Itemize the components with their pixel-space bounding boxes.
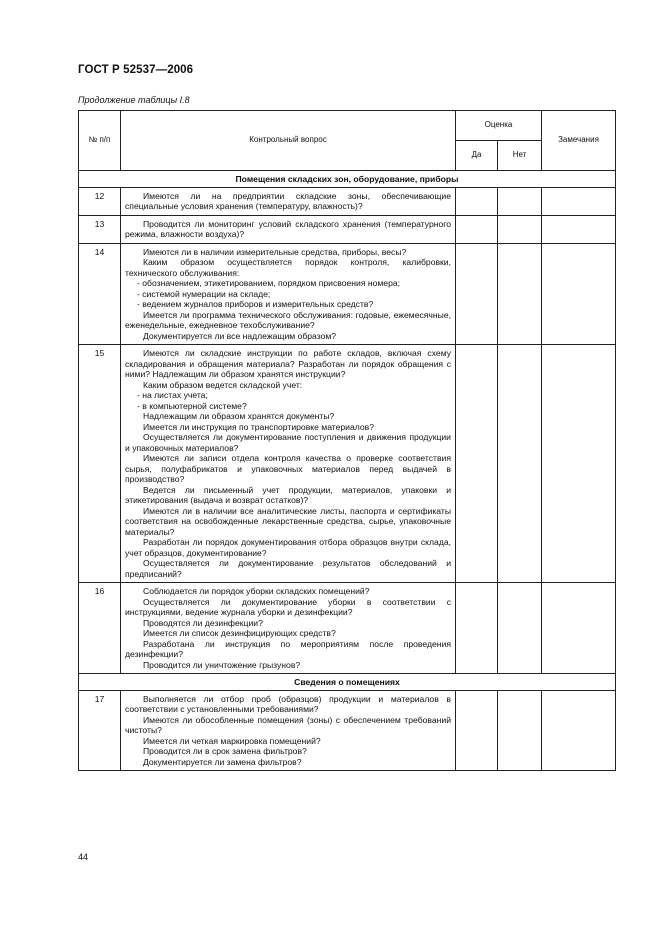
page-number: 44 bbox=[78, 852, 89, 862]
question-cell bbox=[121, 243, 456, 345]
question-line: Имеется ли инструкция по транспортировке материалов? bbox=[143, 421, 374, 432]
question-cell bbox=[121, 345, 456, 583]
question-line: - на листах учета; bbox=[137, 390, 208, 400]
question-line: Ведется ли письменный учет продукции, материалов, упаковки и этикетирования (выдача и возврат остатков)? bbox=[125, 484, 451, 505]
header-remarks: Замечания bbox=[542, 111, 616, 171]
header-rating: Оценка bbox=[456, 111, 542, 141]
question-line: Осуществляется ли документирование результатов обследований и предписаний? bbox=[125, 558, 451, 579]
row-number: 17 bbox=[79, 690, 121, 771]
question-line: Выполняется ли отбор проб (образцов) продукции и материалов в соответствии с установленными требованиями? bbox=[125, 693, 451, 714]
question-line: Проводится ли мониторинг условий складского хранения (температурного режима, влажности воздуха)? bbox=[125, 218, 451, 239]
no-cell bbox=[498, 243, 542, 345]
table-row bbox=[79, 187, 616, 215]
row-number: 14 bbox=[79, 243, 121, 345]
section-row bbox=[79, 171, 616, 188]
question-line: Соблюдается ли порядок уборки складских помещений? bbox=[143, 586, 370, 596]
question-line: Имеется ли список дезинфицирующих средств? bbox=[143, 628, 336, 638]
table-row bbox=[79, 583, 616, 674]
section-row bbox=[79, 674, 616, 691]
question-line: Имеются ли обособленные помещения (зоны) с обеспечением требований чистоты? bbox=[125, 714, 451, 735]
table-row bbox=[79, 243, 616, 345]
header-yes: Да bbox=[456, 141, 498, 171]
question-line: Имеются ли в наличии все аналитические листы, паспорта и сертификаты соответствия на освобожденные лекарственные средства, сырье, упаковочные материалы? bbox=[125, 505, 451, 537]
row-number: 13 bbox=[79, 215, 121, 243]
question-line: Имеются ли на предприятии складские зоны, обеспечивающие специальные условия хранения (температуру, влажность)? bbox=[125, 190, 451, 211]
question-line: Каким образом осуществляется порядок контроля, калибровки, технического обслуживания: bbox=[125, 257, 451, 278]
question-cell bbox=[121, 215, 456, 243]
yes-cell bbox=[456, 215, 498, 243]
row-number: 12 bbox=[79, 187, 121, 215]
remarks-cell bbox=[542, 243, 616, 345]
question-line: Осуществляется ли документирование уборки в соответствии с инструкциями, ведение журнала уборки и дезинфекции? bbox=[125, 596, 451, 617]
question-line: - в компьютерной системе? bbox=[137, 400, 247, 411]
question-line: Документируется ли все надлежащим образом? bbox=[143, 330, 337, 341]
yes-cell bbox=[456, 243, 498, 345]
remarks-cell bbox=[542, 345, 616, 583]
question-line: Проводится ли уничтожение грызунов? bbox=[143, 659, 301, 670]
remarks-cell bbox=[542, 583, 616, 674]
question-line: Имеется ли программа технического обслуживания: годовые, ежемесячные, еженедельные, ежедневное техобслуживание? bbox=[125, 309, 451, 330]
remarks-cell bbox=[542, 187, 616, 215]
no-cell bbox=[498, 215, 542, 243]
question-cell bbox=[121, 690, 456, 771]
section-title: Сведения о помещениях bbox=[79, 674, 616, 691]
table-caption: Продолжение таблицы I.8 bbox=[78, 95, 190, 105]
header-question: Контрольный вопрос bbox=[121, 111, 456, 171]
no-cell bbox=[498, 583, 542, 674]
question-line: - системой нумерации на складе; bbox=[137, 288, 271, 299]
question-cell bbox=[121, 187, 456, 215]
question-line: Документируется ли замена фильтров? bbox=[143, 756, 302, 767]
table-body bbox=[79, 171, 616, 771]
question-line: Имеются ли в наличии измерительные средства, приборы, весы? bbox=[143, 246, 407, 257]
no-cell bbox=[498, 690, 542, 771]
question-line: - обозначением, этикетированием, порядком присвоения номера; bbox=[137, 278, 401, 288]
question-line: Имеются ли записи отдела контроля качества о проверке соответствия сырья, полуфабрикатов и упаковочных материалов перед выдачей в производство? bbox=[125, 453, 451, 484]
document-header: ГОСТ Р 52537—2006 bbox=[78, 64, 194, 76]
table-row bbox=[79, 690, 616, 771]
no-cell bbox=[498, 345, 542, 583]
question-line: - ведением журналов приборов и измерительных средств? bbox=[137, 299, 374, 309]
remarks-cell bbox=[542, 690, 616, 771]
remarks-cell bbox=[542, 215, 616, 243]
no-cell bbox=[498, 187, 542, 215]
yes-cell bbox=[456, 690, 498, 771]
header-num: № п/п bbox=[79, 111, 121, 171]
question-line: Надлежащим ли образом хранятся документы? bbox=[143, 411, 335, 421]
question-cell bbox=[121, 583, 456, 674]
question-line: Проводятся ли дезинфекции? bbox=[143, 617, 263, 628]
question-line: Разработана ли инструкция по мероприятиям после проведения дезинфекции? bbox=[125, 638, 451, 659]
yes-cell bbox=[456, 345, 498, 583]
row-number: 15 bbox=[79, 345, 121, 583]
checklist-table bbox=[78, 110, 616, 771]
row-number: 16 bbox=[79, 583, 121, 674]
table-row bbox=[79, 215, 616, 243]
table-row bbox=[79, 345, 616, 583]
section-title: Помещения складских зон, оборудование, приборы bbox=[79, 171, 616, 188]
question-line: Имеются ли складские инструкции по работе складов, включая схему складирования и обращения материала? Разработан ли порядок обращения с ними? Надлежащим ли образом хранятся инструкции? bbox=[125, 348, 451, 379]
header-no: Нет bbox=[498, 141, 542, 171]
question-line: Разработан ли порядок документирования отбора образцов внутри склада, учет образцов, документирование? bbox=[125, 537, 451, 558]
question-line: Каким образом ведется складской учет: bbox=[143, 379, 303, 390]
yes-cell bbox=[456, 187, 498, 215]
yes-cell bbox=[456, 583, 498, 674]
question-line: Проводится ли в срок замена фильтров? bbox=[143, 746, 307, 756]
question-line: Имеется ли четкая маркировка помещений? bbox=[143, 735, 321, 746]
question-line: Осуществляется ли документирование поступления и движения продукции и упаковочных материалов? bbox=[125, 432, 451, 453]
